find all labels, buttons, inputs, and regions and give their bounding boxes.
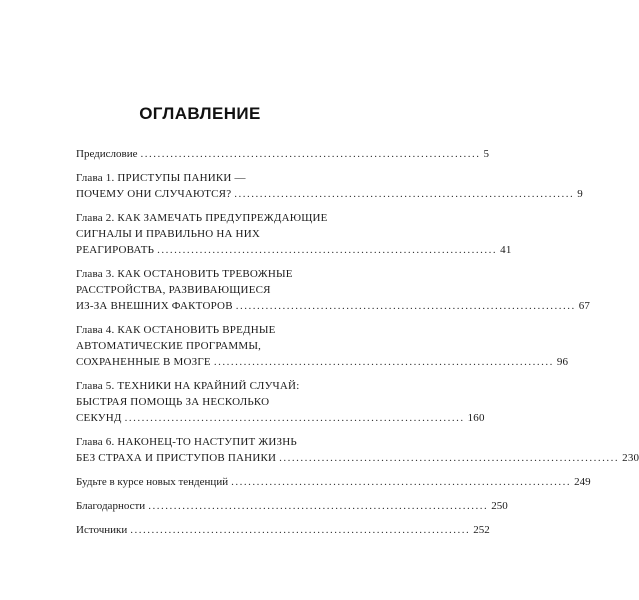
toc-entry-sources bbox=[76, 522, 490, 538]
dot-leader: ................................................................................ bbox=[279, 452, 620, 464]
toc-page-number: 96 bbox=[556, 356, 569, 368]
toc-entry-last-line bbox=[76, 410, 485, 426]
toc-entry-text: СОХРАНЕННЫЕ В МОЗГЕ bbox=[76, 356, 211, 368]
toc-entry-chapter-2 bbox=[76, 210, 512, 258]
dot-leader: ................................................................................ bbox=[148, 500, 489, 512]
toc-entry-last-line bbox=[76, 354, 569, 370]
dot-leader: ................................................................................ bbox=[140, 148, 481, 160]
toc-entry-chapter-6 bbox=[76, 434, 639, 466]
toc-entry-text: СЕКУНД bbox=[76, 412, 122, 424]
toc-entry-line: СИГНАЛЫ И ПРАВИЛЬНО НА НИХ bbox=[76, 228, 260, 240]
toc-entry-line: БЫСТРАЯ ПОМОЩЬ ЗА НЕСКОЛЬКО bbox=[76, 396, 270, 408]
dot-leader: ................................................................................ bbox=[213, 356, 554, 368]
toc-entry-line: Глава 2. КАК ЗАМЕЧАТЬ ПРЕДУПРЕЖДАЮЩИЕ bbox=[76, 212, 328, 224]
toc-entry-text: РЕАГИРОВАТЬ bbox=[76, 244, 155, 256]
toc-entry-chapter-5 bbox=[76, 378, 485, 426]
toc-entry-line: Глава 6. НАКОНЕЦ-ТО НАСТУПИТ ЖИЗНЬ bbox=[76, 436, 297, 448]
toc-entry-line: АВТОМАТИЧЕСКИЕ ПРОГРАММЫ, bbox=[76, 340, 262, 352]
toc-page-number: 5 bbox=[483, 148, 489, 160]
toc-entry-last-line bbox=[76, 298, 591, 314]
toc-page-number: 250 bbox=[491, 500, 508, 512]
toc-entry-line: Глава 3. КАК ОСТАНОВИТЬ ТРЕВОЖНЫЕ bbox=[76, 268, 293, 280]
toc-entry-text: БЕЗ СТРАХА И ПРИСТУПОВ ПАНИКИ bbox=[76, 452, 277, 464]
toc-page-number: 9 bbox=[577, 188, 583, 200]
toc-page-number: 160 bbox=[467, 412, 485, 424]
toc-entry-last-line bbox=[76, 242, 512, 258]
toc-entry-last-line bbox=[76, 474, 591, 490]
toc-page-number: 252 bbox=[473, 524, 490, 536]
dot-leader: ................................................................................ bbox=[231, 476, 572, 488]
toc-entry-last-line bbox=[76, 146, 489, 162]
toc-entry-chapter-1 bbox=[76, 170, 583, 202]
dot-leader: ................................................................................ bbox=[130, 524, 471, 536]
toc-entry-text: Благодарности bbox=[76, 500, 146, 512]
toc-page-number: 249 bbox=[574, 476, 591, 488]
toc-entry-chapter-4 bbox=[76, 322, 569, 370]
toc-entry-text: Предисловие bbox=[76, 148, 138, 160]
toc-entry-text: ПОЧЕМУ ОНИ СЛУЧАЮТСЯ? bbox=[76, 188, 232, 200]
toc-page-number: 230 bbox=[622, 452, 639, 464]
toc-entry-chapter-3 bbox=[76, 266, 591, 314]
toc-entry-line: РАССТРОЙСТВА, РАЗВИВАЮЩИЕСЯ bbox=[76, 284, 271, 296]
toc-entry-preface bbox=[76, 146, 489, 162]
dot-leader: ................................................................................ bbox=[157, 244, 498, 256]
toc-entry-last-line bbox=[76, 498, 508, 514]
toc-entry-text: Источники bbox=[76, 524, 128, 536]
toc-entry-last-line bbox=[76, 450, 639, 466]
toc-page-number: 67 bbox=[578, 300, 591, 312]
page-title: ОГЛАВЛЕНИЕ bbox=[139, 104, 261, 123]
toc-entry-last-line bbox=[76, 186, 583, 202]
toc-entry-last-line bbox=[76, 522, 490, 538]
toc-entry-trends bbox=[76, 474, 591, 490]
toc-page-number: 41 bbox=[500, 244, 512, 256]
toc-entry-line: Глава 4. КАК ОСТАНОВИТЬ ВРЕДНЫЕ bbox=[76, 324, 276, 336]
dot-leader: ................................................................................ bbox=[234, 188, 575, 200]
toc-entry-acknowledgements bbox=[76, 498, 508, 514]
dot-leader: ................................................................................ bbox=[124, 412, 465, 424]
toc-entry-text: ИЗ-ЗА ВНЕШНИХ ФАКТОРОВ bbox=[76, 300, 233, 312]
toc-entry-text: Будьте в курсе новых тенденций bbox=[76, 476, 229, 488]
toc-entry-line: Глава 1. ПРИСТУПЫ ПАНИКИ — bbox=[76, 172, 246, 184]
dot-leader: ................................................................................ bbox=[235, 300, 576, 312]
toc-entry-line: Глава 5. ТЕХНИКИ НА КРАЙНИЙ СЛУЧАЙ: bbox=[76, 380, 300, 392]
table-of-contents bbox=[76, 146, 639, 546]
